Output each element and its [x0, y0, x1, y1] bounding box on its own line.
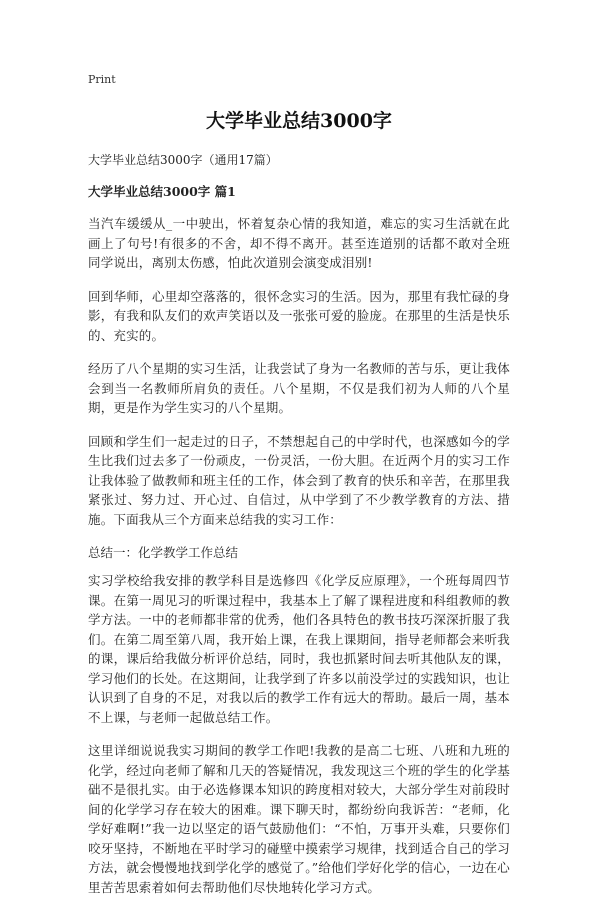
paragraph: 回到华师，心里却空落落的，很怀念实习的生活。因为，那里有我忙碌的身影，有我和队友们的欢声笑语以及一张张可爱的脸庞。在那里的生活是快乐的、充实的。 — [88, 288, 510, 343]
print-link[interactable]: Print — [88, 73, 116, 86]
paragraph: 回顾和学生们一起走过的日子，不禁想起自己的中学时代，也深感如今的学生比我们过去多了一份顽皮，一份灵活，一份大胆。在近两个月的实习工作让我体验了做教师和班主任的工作，体会到了教育的快乐和辛苦，在那里我紧张过、努力过、开心过、自信过，从中学到了不少教学教育的方法、措施。下面我从三个方面来总结我的实习工作： — [88, 433, 510, 527]
paragraph: 实习学校给我安排的教学科目是选修四《化学反应原理》，一个班每周四节课。在第一周见习的听课过程中，我基本上了解了课程进度和科组教师的教学方法。一中的老师都非常的优秀，他们各具特色的教书技巧深深折服了我们。在第二周至第八周，我开始上课，在我上课期间，指导老师都会来听我的课，课后给我做分析评价总结，同时，我也抓紧时间去听其他队友的课，学习他们的长处。在这期间，让我学到了许多以前没学过的实践知识，也让认识到了自身的不足，对我以后的教学工作有远大的帮助。最后一周，基本不上课，与老师一起做总结工作。 — [88, 573, 510, 725]
document-title: 大学毕业总结3000字 — [206, 110, 392, 132]
sub-heading: 总结一：化学教学工作总结 — [88, 545, 239, 560]
document-subtitle: 大学毕业总结3000字（通用17篇） — [88, 153, 278, 167]
section-heading: 大学毕业总结3000字 篇1 — [88, 184, 236, 199]
paragraph: 经历了八个星期的实习生活，让我尝试了身为一名教师的苦与乐，更让我体会到当一名教师所肩负的责任。八个星期，不仅是我们初为人师的八个星期，更是作为学生实习的八个星期。 — [88, 361, 510, 415]
paragraph: 这里详细说说我实习期间的教学工作吧!我教的是高二七班、八班和九班的化学，经过向老师了解和几天的答疑情况，我发现这三个班的学生的化学基础不是很扎实。由于必选修课本知识的跨度相对较大，大部分学生对前段时间的化学学习存在较大的困难。课下聊天时，都纷纷向我诉苦：“老师，化学好难啊!”我一边以坚定的语气鼓励他们：“不怕，万事开头难，只要你们咬牙坚持，不断地在平时学习的碰壁中摸索学习规律，找到适合自己的学习方法，就会慢慢地找到学化学的感觉了。”给他们学好化学的信心，一边在心里苦苦思索着如何去帮助他们尽快地转化学习方式。 — [88, 743, 510, 895]
paragraph: 当汽车缓缓从_一中驶出，怀着复杂心情的我知道，难忘的实习生活就在此画上了句号!有很多的不舍，却不得不离开。甚至连道别的话都不敢对全班同学说出，离别太伤感，怕此次道别会演变成泪别! — [88, 216, 510, 270]
